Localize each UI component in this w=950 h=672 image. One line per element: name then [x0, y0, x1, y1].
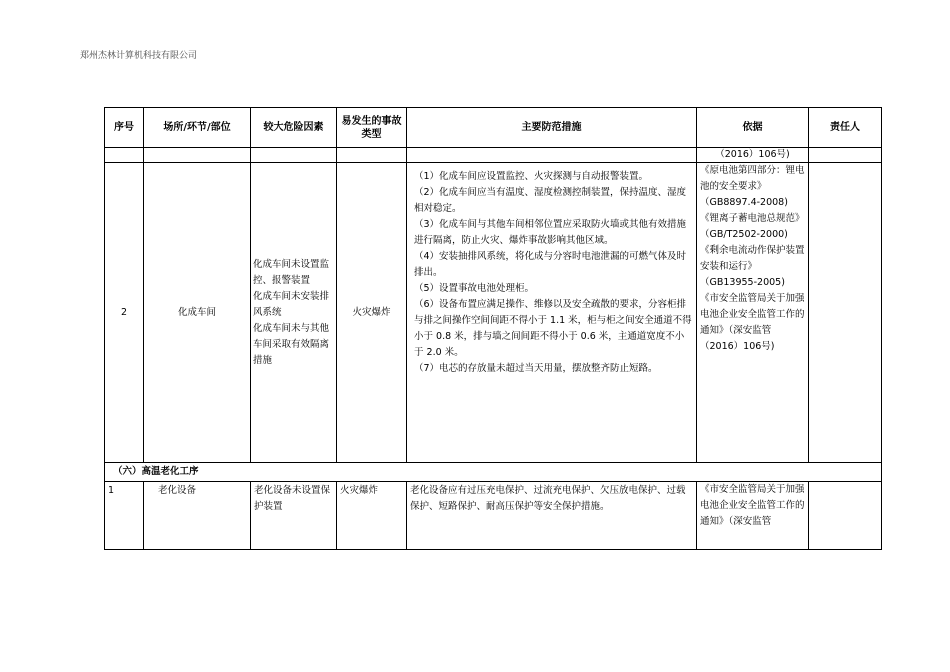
hazard-cell — [251, 163, 337, 463]
owner-cell — [809, 163, 882, 463]
measure-item: （3）化成车间与其他车间相邻位置应采取防火墙或其他有效措施进行隔离，防止火灾、爆炸事故影响其他区域。 — [414, 219, 687, 246]
col-header-owner: 责任人 — [809, 108, 882, 148]
table-row — [105, 163, 882, 463]
table-row — [105, 482, 882, 550]
basis-item: 《原电池第四部分：锂电池的安全要求》（GB8897.4-2008) — [700, 165, 805, 208]
basis-item: 《剩余电流动作保护装置安装和运行》（GB13955-2005) — [700, 245, 805, 288]
section-title: （六）高温老化工序 — [105, 463, 882, 482]
measure-item: （6）设备布置应满足操作、维修以及安全疏散的要求，分容柜排与排之间操作空间间距不得小于 1.1 米，柜与柜之间安全通道不得小于 0.8 米，排与墙之间间距不得小于 0.6 米，主通道宽度不小于 2.0 米。 — [414, 299, 692, 358]
col-header-place: 场所/环节/部位 — [144, 108, 251, 148]
basis-item: 《市安全监管局关于加强电池企业安全监管工作的通知》（深安监管（2016）106号) — [700, 293, 805, 352]
row-number: 1 — [105, 482, 144, 550]
basis-cell — [697, 163, 809, 463]
hazard-item: 化成车间未设置监控、报警装置 — [253, 258, 330, 286]
col-header-no: 序号 — [105, 108, 144, 148]
section-row — [105, 463, 882, 482]
col-header-measures: 主要防范措施 — [407, 108, 697, 148]
accident-cell: 火灾爆炸 — [337, 482, 407, 550]
row-number: 2 — [105, 163, 144, 463]
risk-control-table — [104, 107, 882, 550]
accident-cell: 火灾爆炸 — [337, 163, 407, 463]
place-cell: 化成车间 — [144, 163, 251, 463]
measure-item: （1）化成车间应设置监控、火灾探测与自动报警装置。 — [414, 171, 649, 182]
col-header-basis: 依据 — [697, 108, 809, 148]
hazard-item: 化成车间未与其他车间采取有效隔离措施 — [253, 322, 330, 366]
place-cell: 老化设备 — [144, 482, 251, 550]
measure-item: （2）化成车间应当有温度、湿度检测控制装置，保持温度、湿度相对稳定。 — [414, 187, 687, 214]
continuation-row — [105, 148, 882, 163]
col-header-accident: 易发生的事故类型 — [337, 108, 407, 148]
measures-cell — [407, 163, 697, 463]
continuation-basis: （2016）106号) — [697, 148, 809, 163]
hazard-cell: 老化设备未设置保护装置 — [251, 482, 337, 550]
owner-cell — [809, 482, 882, 550]
measure-item: （5）设置事故电池处理柜。 — [414, 283, 535, 294]
basis-item: 《锂离子蓄电池总规范》（GB/T2502-2000) — [700, 213, 805, 240]
header-row — [105, 108, 882, 148]
measure-item: （4）安装抽排风系统，将化成与分容时电池泄漏的可燃气体及时排出。 — [414, 251, 687, 278]
company-name: 郑州杰林计算机科技有限公司 — [80, 51, 198, 61]
measure-item: （7）电芯的存放量未超过当天用量，摆放整齐防止短路。 — [414, 363, 658, 374]
basis-cell: 《市安全监管局关于加强电池企业安全监管工作的通知》（深安监管 — [697, 482, 809, 550]
hazard-item: 化成车间未安装排风系统 — [253, 290, 330, 318]
col-header-hazard: 较大危险因素 — [251, 108, 337, 148]
measures-cell: 老化设备应有过压充电保护、过流充电保护、欠压放电保护、过载保护、短路保护、耐高压保护等安全保护措施。 — [407, 482, 697, 550]
